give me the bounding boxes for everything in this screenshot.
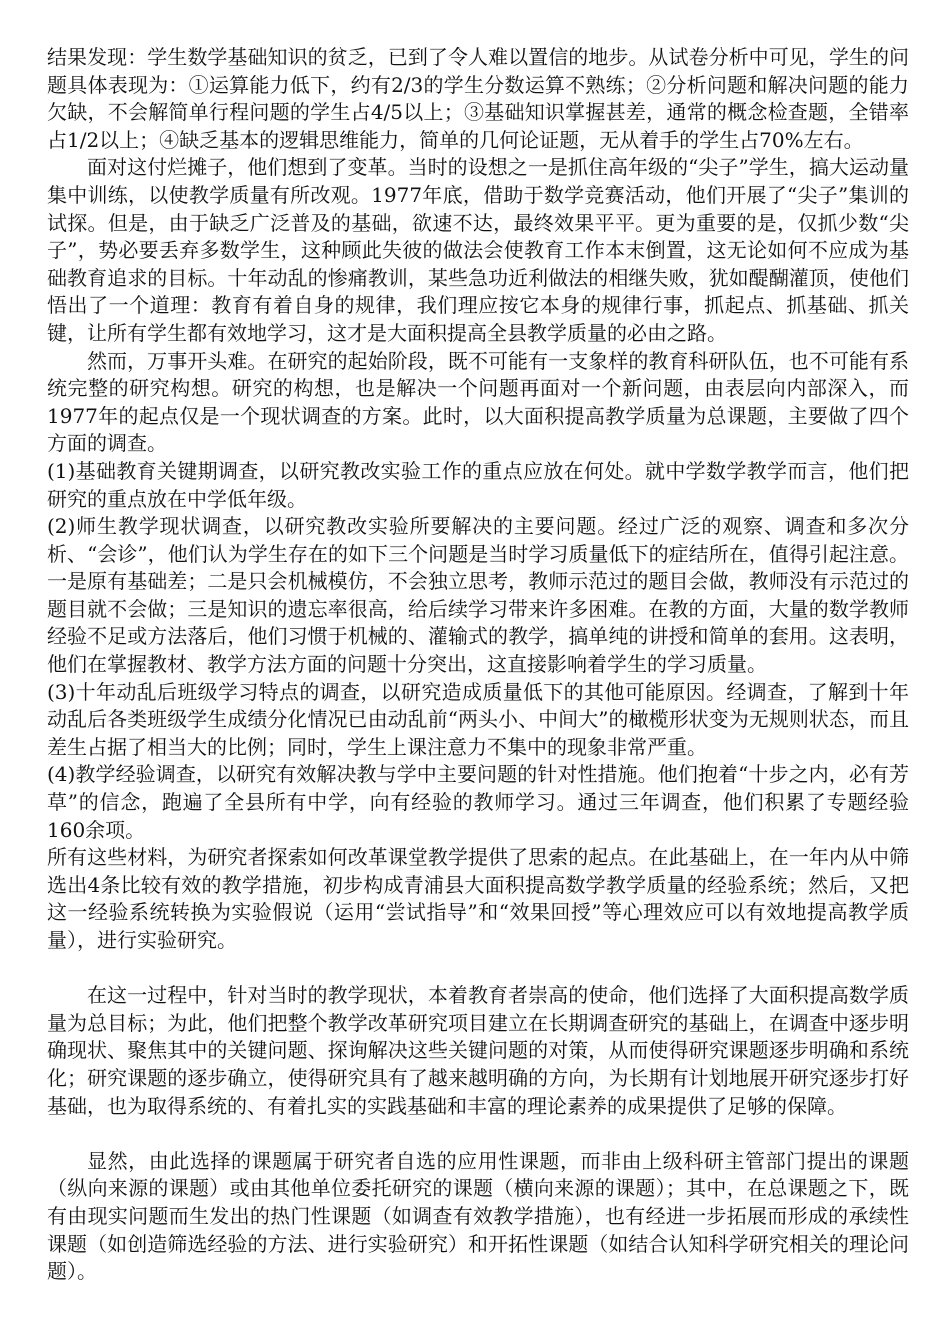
document-page	[47, 44, 909, 1286]
paragraph-research-start: 然而，万事开头难。在研究的起始阶段，既不可能有一支象样的教育科研队伍，也不可能有系统完整的研究构想。研究的构想，也是解决一个问题再面对一个新问题，由表层向内部深入，而1977年的起点仅是一个现状调查的方案。此时，以大面积提高教学质量为总课题，主要做了四个方面的调查。	[47, 348, 909, 456]
paragraph-process-summary: 在这一过程中，针对当时的教学现状，本着教育者崇高的使命，他们选择了大面积提高数学质量为总目标；为此，他们把整个教学改革研究项目建立在长期调查研究的基础上，在调查中逐步明确现状、聚焦其中的关键问题、探询解决这些关键问题的对策，从而使得研究课题逐步明确和系统化；研究课题的逐步确立，使得研究具有了越来越明确的方向，为长期有计划地展开研究逐步打好基础，也为取得系统的、有着扎实的实践基础和丰富的理论素养的成果提供了足够的保障。	[47, 983, 909, 1118]
paragraph-survey-item-3: (3)十年动乱后班级学习特点的调查，以研究造成质量低下的其他可能原因。经调查，了解到十年动乱后各类班级学生成绩分化情况已由动乱前“两头小、中间大”的橄榄形状变为无规则状态，而且差生占据了相当大的比例；同时，学生上课注意力不集中的现象非常严重。	[47, 679, 909, 759]
paragraph-survey-item-4: (4)教学经验调查，以研究有效解决教与学中主要问题的针对性措施。他们抱着“十步之内，必有芳草”的信念，跑遍了全县所有中学，向有经验的教师学习。通过三年调查，他们积累了专题经验160余项。	[47, 762, 909, 842]
paragraph-materials-summary: 所有这些材料，为研究者探索如何改革课堂教学提供了思索的起点。在此基础上，在一年内从中筛选出4条比较有效的教学措施，初步构成青浦县大面积提高数学教学质量的经验系统；然后，又把这一经验系统转换为实验假说（运用“尝试指导”和“效果回授”等心理效应可以有效地提高教学质量），进行实验研究。	[47, 845, 909, 952]
paragraph-topic-classification: 显然，由此选择的课题属于研究者自选的应用性课题，而非由上级科研主管部门提出的课题（纵向来源的课题）或由其他单位委托研究的课题（横向来源的课题）；其中，在总课题之下，既有由现实问题而生发出的热门性课题（如调查有效教学措施），也有经进一步拓展而形成的承续性课题（如创造筛选经验的方法、进行实验研究）和开拓性课题（如结合认知科学研究相关的理论问题）。	[47, 1148, 909, 1284]
paragraph-survey-results: 结果发现：学生数学基础知识的贫乏，已到了令人难以置信的地步。从试卷分析中可见，学生的问题具体表现为：①运算能力低下，约有2/3的学生分数运算不熟练；②分析问题和解决问题的能力欠缺，不会解简单行程问题的学生占4/5以上；③基础知识掌握甚差，通常的概念检查题，全错率占1/2以上；④缺乏基本的逻辑思维能力，简单的几何论证题，无从着手的学生占70%左右。	[47, 45, 909, 152]
paragraph-survey-item-1: (1)基础教育关键期调查，以研究教改实验工作的重点应放在何处。就中学数学教学而言，他们把研究的重点放在中学低年级。	[47, 458, 909, 511]
paragraph-survey-item-2: (2)师生教学现状调查，以研究教改实验所要解决的主要问题。经过广泛的观察、调查和多次分析、“会诊”，他们认为学生存在的如下三个问题是当时学习质量低下的症结所在，值得引起注意。一是原有基础差；二是只会机械模仿，不会独立思考，教师示范过的题目会做，教师没有示范过的题目就不会做；三是知识的遗忘率很高，给后续学习带来许多困难。在教的方面，大量的数学教师经验不足或方法落后，他们习惯于机械的、灌输式的教学，搞单纯的讲授和简单的套用。这表明，他们在掌握教材、教学方法方面的问题十分突出，这直接影响着学生的学习质量。	[47, 514, 909, 677]
paragraph-reform-idea: 面对这付烂摊子，他们想到了变革。当时的设想之一是抓住高年级的“尖子”学生，搞大运动量集中训练，以使教学质量有所改观。1977年底，借助于数学竞赛活动，他们开展了“尖子”集训的试探。但是，由于缺乏广泛普及的基础，欲速不达，最终效果平平。更为重要的是，仅抓少数“尖子”，势必要丢弃多数学生，这种顾此失彼的做法会使教育工作本末倒置，这无论如何不应成为基础教育追求的目标。十年动乱的惨痛教训，某些急功近利做法的相继失败，犹如醍醐灌顶，使他们悟出了一个道理：教育有着自身的规律，我们理应按它本身的规律行事，抓起点、抓基础、抓关键，让所有学生都有效地学习，这才是大面积提高全县教学质量的必由之路。	[47, 155, 909, 345]
